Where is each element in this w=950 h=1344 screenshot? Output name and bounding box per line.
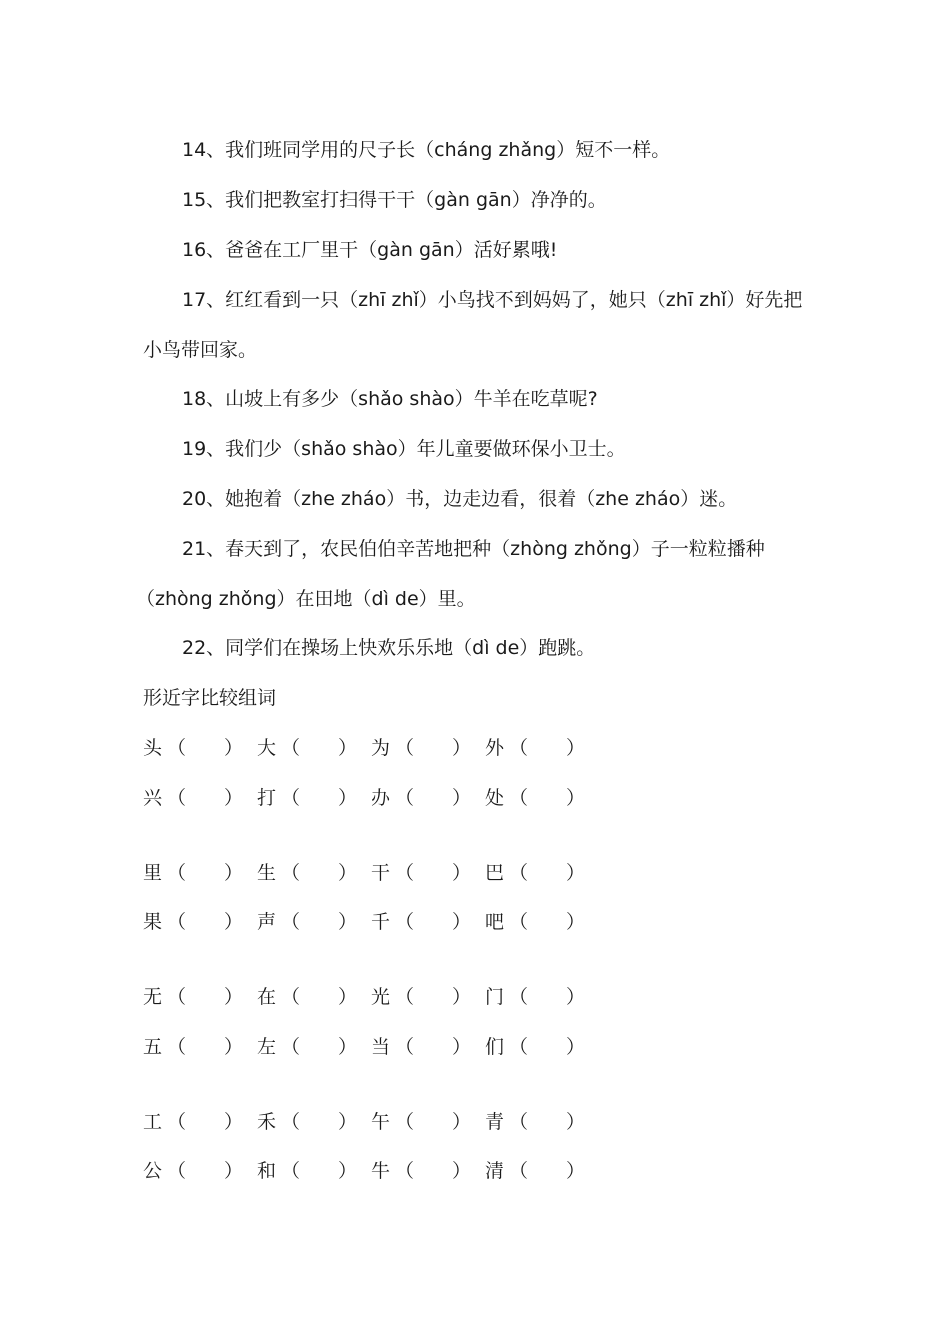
- grid-cell: [257, 1110, 357, 1134]
- section-title: 形近字比较组词: [143, 687, 277, 709]
- answer-blank[interactable]: （ ）: [509, 986, 586, 1008]
- answer-blank[interactable]: （ ）: [509, 1036, 586, 1058]
- character: 牛: [371, 1160, 391, 1182]
- character: 兴: [143, 787, 163, 809]
- answer-blank[interactable]: （ ）: [509, 862, 586, 884]
- answer-blank[interactable]: （ ）: [395, 1160, 472, 1182]
- answer-blank[interactable]: （ ）: [167, 1036, 244, 1058]
- character: 门: [485, 986, 505, 1008]
- question-20: 20、她抱着（zhe zháo）书，边走边看，很着（zhe zháo）迷。: [182, 488, 738, 510]
- character: 五: [143, 1036, 163, 1058]
- character: 处: [485, 787, 505, 809]
- grid-cell: [485, 1035, 585, 1059]
- question-18: 18、山坡上有多少（shǎo shào）牛羊在吃草呢?: [182, 388, 598, 410]
- answer-blank[interactable]: （ ）: [395, 862, 472, 884]
- answer-blank[interactable]: （ ）: [509, 1111, 586, 1133]
- grid-cell: [371, 786, 471, 810]
- character: 吧: [485, 911, 505, 933]
- answer-blank[interactable]: （ ）: [395, 986, 472, 1008]
- answer-blank[interactable]: （ ）: [167, 787, 244, 809]
- grid-cell: [257, 736, 357, 760]
- character: 青: [485, 1111, 505, 1133]
- character: 无: [143, 986, 163, 1008]
- grid-cell: [143, 985, 243, 1009]
- character: 光: [371, 986, 391, 1008]
- character: 里: [143, 862, 163, 884]
- grid-cell: [143, 910, 243, 934]
- character: 外: [485, 737, 505, 759]
- answer-blank[interactable]: （ ）: [395, 1036, 472, 1058]
- character: 办: [371, 787, 391, 809]
- character: 生: [257, 862, 277, 884]
- character: 们: [485, 1036, 505, 1058]
- character: 巴: [485, 862, 505, 884]
- character: 干: [371, 862, 391, 884]
- grid-cell: [371, 910, 471, 934]
- grid-cell: [371, 736, 471, 760]
- character: 工: [143, 1111, 163, 1133]
- grid-cell: [485, 736, 585, 760]
- answer-blank[interactable]: （ ）: [281, 1160, 358, 1182]
- grid-cell: [143, 1035, 243, 1059]
- answer-blank[interactable]: （ ）: [395, 911, 472, 933]
- answer-blank[interactable]: （ ）: [395, 787, 472, 809]
- grid-cell: [371, 1159, 471, 1183]
- grid-cell: [371, 1110, 471, 1134]
- answer-blank[interactable]: （ ）: [281, 1036, 358, 1058]
- character: 声: [257, 911, 277, 933]
- grid-cell: [485, 1110, 585, 1134]
- character: 为: [371, 737, 391, 759]
- grid-cell: [257, 1035, 357, 1059]
- question-16: 16、爸爸在工厂里干（gàn gān）活好累哦!: [182, 239, 558, 261]
- question-22: 22、同学们在操场上快欢乐乐地（dì de）跑跳。: [182, 637, 596, 659]
- grid-cell: [371, 985, 471, 1009]
- answer-blank[interactable]: （ ）: [509, 787, 586, 809]
- grid-cell: [143, 786, 243, 810]
- grid-cell: [257, 861, 357, 885]
- answer-blank[interactable]: （ ）: [509, 737, 586, 759]
- answer-blank[interactable]: （ ）: [167, 1111, 244, 1133]
- grid-cell: [485, 1159, 585, 1183]
- grid-cell: [257, 985, 357, 1009]
- question-17: 17、红红看到一只（zhī zhǐ）小鸟找不到妈妈了，她只（zhī zhǐ）好先把: [182, 289, 803, 311]
- question-14: 14、我们班同学用的尺子长（cháng zhǎng）短不一样。: [182, 139, 671, 161]
- answer-blank[interactable]: （ ）: [281, 911, 358, 933]
- character: 大: [257, 737, 277, 759]
- grid-cell: [485, 786, 585, 810]
- character: 果: [143, 911, 163, 933]
- answer-blank[interactable]: （ ）: [281, 862, 358, 884]
- answer-blank[interactable]: （ ）: [167, 737, 244, 759]
- grid-cell: [143, 1110, 243, 1134]
- answer-blank[interactable]: （ ）: [281, 1111, 358, 1133]
- character: 和: [257, 1160, 277, 1182]
- grid-cell: [371, 1035, 471, 1059]
- grid-cell: [143, 736, 243, 760]
- character: 左: [257, 1036, 277, 1058]
- grid-cell: [485, 985, 585, 1009]
- question-17-continued: 小鸟带回家。: [143, 339, 258, 361]
- answer-blank[interactable]: （ ）: [509, 911, 586, 933]
- answer-blank[interactable]: （ ）: [509, 1160, 586, 1182]
- question-21: 21、春天到了，农民伯伯辛苦地把种（zhòng zhǒng）子一粒粒播种: [182, 538, 765, 560]
- grid-cell: [257, 1159, 357, 1183]
- character: 清: [485, 1160, 505, 1182]
- character: 打: [257, 787, 277, 809]
- question-15: 15、我们把教室打扫得干干（gàn gān）净净的。: [182, 189, 607, 211]
- grid-cell: [143, 861, 243, 885]
- answer-blank[interactable]: （ ）: [167, 1160, 244, 1182]
- answer-blank[interactable]: （ ）: [395, 1111, 472, 1133]
- answer-blank[interactable]: （ ）: [281, 787, 358, 809]
- answer-blank[interactable]: （ ）: [281, 737, 358, 759]
- character: 头: [143, 737, 163, 759]
- grid-cell: [143, 1159, 243, 1183]
- character: 千: [371, 911, 391, 933]
- answer-blank[interactable]: （ ）: [167, 986, 244, 1008]
- character: 公: [143, 1160, 163, 1182]
- grid-cell: [371, 861, 471, 885]
- character: 禾: [257, 1111, 277, 1133]
- character: 当: [371, 1036, 391, 1058]
- grid-cell: [257, 910, 357, 934]
- answer-blank[interactable]: （ ）: [167, 862, 244, 884]
- answer-blank[interactable]: （ ）: [167, 911, 244, 933]
- character: 午: [371, 1111, 391, 1133]
- question-19: 19、我们少（shǎo shào）年儿童要做环保小卫士。: [182, 438, 626, 460]
- grid-cell: [485, 861, 585, 885]
- answer-blank[interactable]: （ ）: [281, 986, 358, 1008]
- question-21-continued: （zhòng zhǒng）在田地（dì de）里。: [136, 588, 476, 610]
- character: 在: [257, 986, 277, 1008]
- answer-blank[interactable]: （ ）: [395, 737, 472, 759]
- grid-cell: [485, 910, 585, 934]
- grid-cell: [257, 786, 357, 810]
